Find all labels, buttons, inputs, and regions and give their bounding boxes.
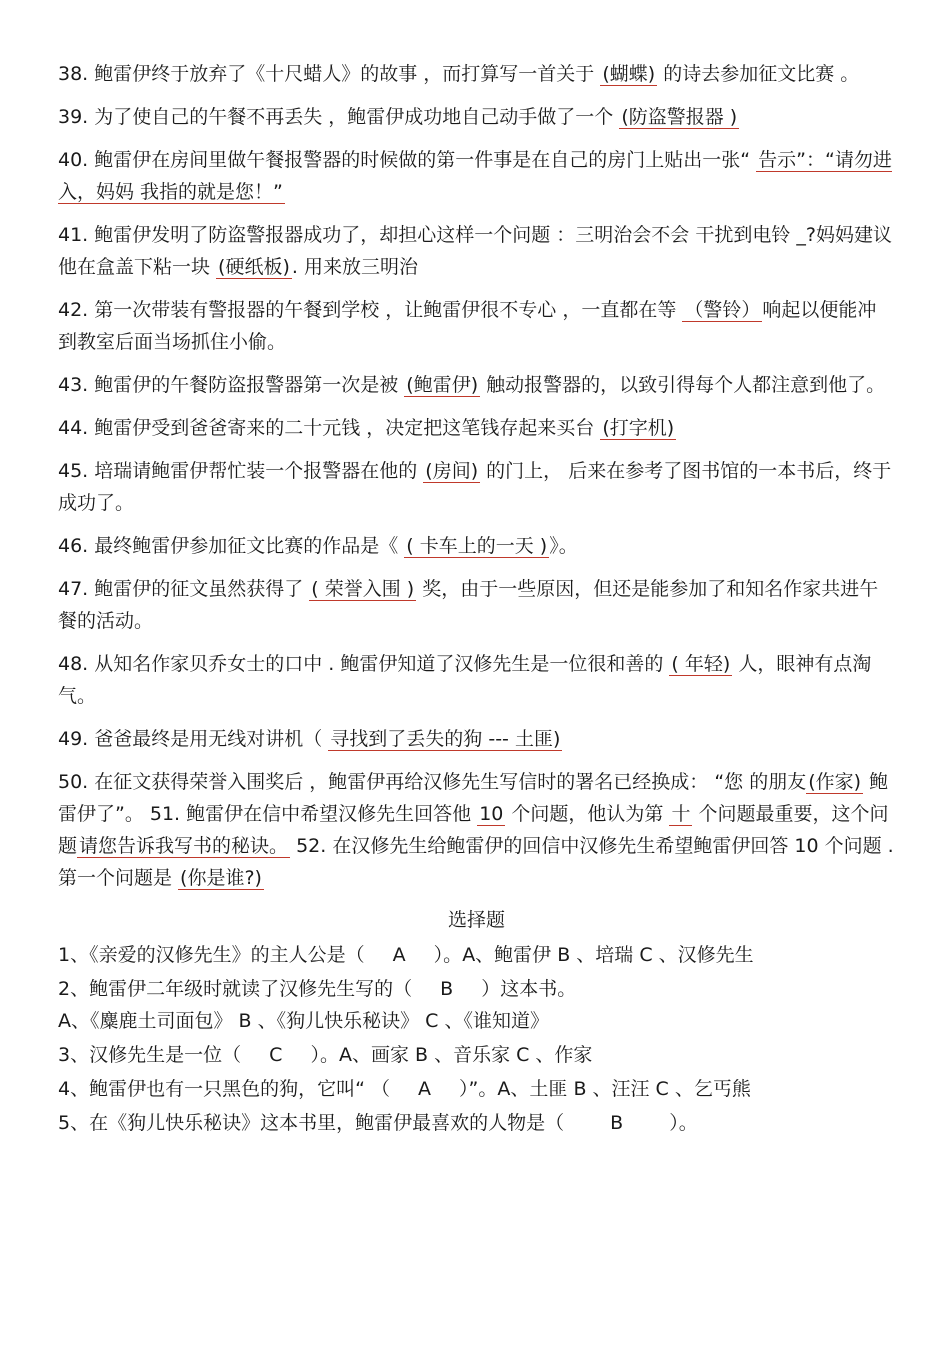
answer-42: （警铃） (684, 299, 761, 321)
question-47: 47. 鲍雷伊的征文虽然获得了 ( 荣誉入围 ) 奖，由于一些原因，但还是能参加了和知名作家共进午餐的活动。 (58, 578, 879, 632)
question-45: 45. 培瑞请鲍雷伊帮忙装一个报警器在他的 (房间) 的门上， 后来在参考了图书馆的一本书后，终于成功了。 (58, 460, 892, 514)
choice-2-options: A、《麋鹿土司面包》 B 、《狗儿快乐秘诀》 C 、《谁知道》 (58, 1010, 549, 1032)
question-50-52: 50. 在征文获得荣誉入围奖后 ，鲍雷伊再给汉修先生写信时的署名已经换成： “您 的朋友 (作家) 鲍雷伊了”。 51. 鲍雷伊在信中希望汉修先生回答他 10 个问题，他认为第 十 个问题最重要，这个问题 请您告诉我写书的秘诀。 52. 在汉修先生给鲍雷伊的回信中汉修先生希望鲍雷伊回答 10 个问题 . 第一个问题是 (你是谁?) (58, 771, 894, 889)
fill-in-section (58, 58, 895, 894)
answer-39: (防盗警报器 ) (621, 106, 738, 128)
question-44: 44. 鲍雷伊受到爸爸寄来的二十元钱 ，决定把这笔钱存起来买台 (打字机) (58, 417, 675, 439)
answer-41: (硬纸板) (218, 256, 290, 278)
choice-3-answer: C (269, 1044, 283, 1066)
choice-5: 5、在《狗儿快乐秘诀》这本书里，鲍雷伊最喜欢的人物是（ B ）。 (58, 1112, 698, 1134)
choice-1-options: A、鲍雷伊 B 、培瑞 C 、汉修先生 (462, 944, 754, 966)
answer-48: ( 年轻) (671, 653, 731, 675)
choice-section-title: 选择题 (447, 909, 505, 931)
choice-4-answer: A (418, 1078, 432, 1100)
choice-3-options: A、画家 B 、音乐家 C 、作家 (338, 1044, 593, 1066)
question-49: 49. 爸爸最终是用无线对讲机（ 寻找到了丢失的狗 --- 土匪) (58, 728, 561, 750)
choice-1-answer: A (392, 944, 406, 966)
question-41: 41. 鲍雷伊发明了防盗警报器成功了，却担心这样一个问题 ：三明治会不会 干扰到电铃 _?妈妈建议他在盒盖下粘一块 (硬纸板) . 用来放三明治 (58, 224, 892, 278)
question-39: 39. 为了使自己的午餐不再丢失 ，鲍雷伊成功地自己动手做了一个 (防盗警报器 ) (58, 106, 738, 128)
answer-46: ( 卡车上的一天 ) (406, 535, 548, 557)
choice-4: 4、鲍雷伊也有一只黑色的狗，它叫“ （ A ）”。A、土匪 B 、汪汪 C 、乞丐熊 (58, 1078, 751, 1100)
choice-section (58, 939, 895, 1139)
question-48: 48. 从知名作家贝乔女士的口中 . 鲍雷伊知道了汉修先生是一位很和善的 ( 年轻) 人，眼神有点淘气。 (58, 653, 872, 707)
choice-5-answer: B (610, 1112, 624, 1134)
answer-45: (房间) (425, 460, 479, 482)
choice-2: 2、鲍雷伊二年级时就读了汉修先生写的（ B ）这本书。 A、《麋鹿土司面包》 B 、《狗儿快乐秘诀》 C 、《谁知道》 (58, 978, 577, 1032)
choice-4-options: A、土匪 B 、汪汪 C 、乞丐熊 (497, 1078, 751, 1100)
answer-51-question: 请您告诉我写书的秘诀。 (79, 835, 289, 857)
answer-51-index: 十 (671, 803, 691, 825)
answer-47: ( 荣誉入围 ) (311, 578, 415, 600)
question-42: 42. 第一次带装有警报器的午餐到学校 ，让鲍雷伊很不专心 ，一直都在等 （警铃） 响起以便能冲到教室后面当场抓住小偷。 (58, 299, 877, 353)
choice-3: 3、汉修先生是一位（ C ）。A、画家 B 、音乐家 C 、作家 (58, 1044, 593, 1066)
choice-2-answer: B (440, 978, 454, 1000)
answer-50: (作家) (808, 771, 862, 793)
answer-40: 告示”：“请勿进入，妈妈 我指的就是您！” (58, 149, 892, 203)
question-40: 40. 鲍雷伊在房间里做午餐报警器的时候做的第一件事是在自己的房门上贴出一张“ 告示”：“请勿进入，妈妈 我指的就是您！” (58, 149, 892, 203)
choice-1: 1、《亲爱的汉修先生》的主人公是（ A ）。A、鲍雷伊 B 、培瑞 C 、汉修先生 (58, 944, 754, 966)
answer-38: (蝴蝶) (602, 63, 656, 85)
answer-51-count: 10 (479, 803, 504, 825)
answer-44: (打字机) (602, 417, 675, 439)
question-43: 43. 鲍雷伊的午餐防盗报警器第一次是被 (鲍雷伊) 触动报警器的，以致引得每个人都注意到他了。 (58, 374, 886, 396)
answer-49: 寻找到了丢失的狗 --- 土匪) (330, 728, 561, 750)
answer-52: (你是谁?) (180, 867, 262, 889)
question-46: 46. 最终鲍雷伊参加征文比赛的作品是《 ( 卡车上的一天 ) 》。 (58, 535, 578, 557)
answer-43: (鲍雷伊) (406, 374, 479, 396)
question-38: 38. 鲍雷伊终于放弃了《十尺蜡人》的故事 ，而打算写一首关于 (蝴蝶) 的诗去参加征文比赛 。 (58, 63, 860, 85)
